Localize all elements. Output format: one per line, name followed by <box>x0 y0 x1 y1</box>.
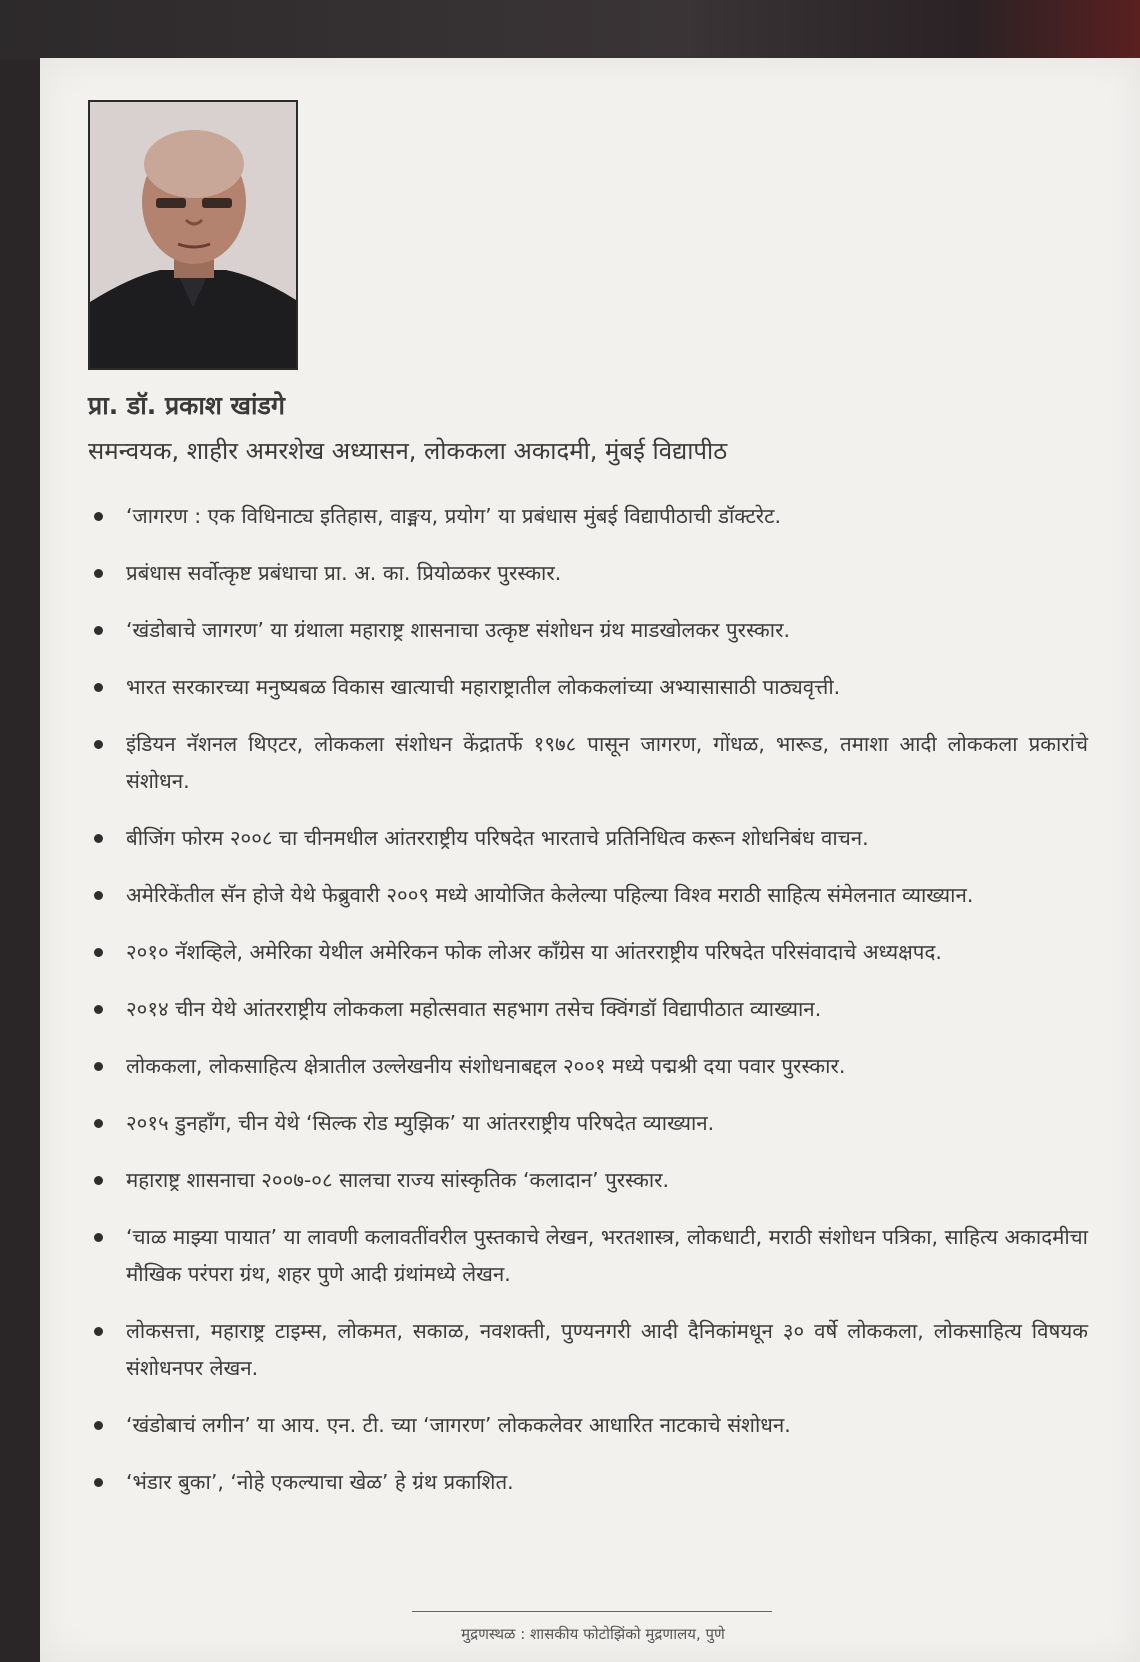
list-item <box>88 1162 1088 1199</box>
author-designation: समन्वयक, शाहीर अमरशेख अध्यासन, लोककला अकादमी, मुंबई विद्यापीठ <box>88 437 728 465</box>
list-item-text: अमेरिकेंतील सॅन होजे येथे फेब्रुवारी २००९ मध्ये आयोजित केलेल्या पहिल्या विश्व मराठी साहित्य संमेलनात व्याख्यान. <box>126 883 974 907</box>
bullet-icon <box>94 569 103 578</box>
list-item <box>88 1407 1088 1444</box>
bullet-icon <box>94 948 103 957</box>
list-item <box>88 726 1088 800</box>
footer-divider <box>412 1611 772 1612</box>
list-item-text: २०१५ डुनहॉंग, चीन येथे ‘सिल्क रोड म्युझिक’ या आंतरराष्ट्रीय परिषदेत व्याख्यान. <box>126 1111 715 1135</box>
bullet-icon <box>94 626 103 635</box>
list-item <box>88 934 1088 971</box>
cover-top-band <box>0 0 1140 60</box>
bullet-icon <box>94 1233 103 1242</box>
bullet-icon <box>94 1421 103 1430</box>
list-item-text: २०१४ चीन येथे आंतरराष्ट्रीय लोककला महोत्सवात सहभाग तसेच क्विंगडॉ विद्यापीठात व्याख्यान. <box>126 997 822 1021</box>
list-item <box>88 555 1088 592</box>
bullet-icon <box>94 1119 103 1128</box>
list-item-text: ‘जागरण : एक विधिनाट्य इतिहास, वाङ्मय, प्रयोग’ या प्रबंधास मुंबई विद्यापीठाची डॉक्टरेट. <box>126 504 782 528</box>
author-name: प्रा. डॉ. प्रकाश खांडगे <box>88 391 285 420</box>
list-item <box>88 1464 1088 1501</box>
list-item <box>88 1048 1088 1085</box>
bullet-icon <box>94 512 103 521</box>
list-item-text: ‘भंडार बुका’, ‘नोहे एकल्याचा खेळ’ हे ग्रंथ प्रकाशित. <box>126 1470 514 1494</box>
bullet-icon <box>94 1327 103 1336</box>
list-item <box>88 612 1088 649</box>
list-item-text: लोककला, लोकसाहित्य क्षेत्रातील उल्लेखनीय संशोधनाबद्दल २००१ मध्ये पद्मश्री दया पवार पुरस्कार. <box>126 1054 846 1078</box>
bullet-icon <box>94 1005 103 1014</box>
list-item-text: बीजिंग फोरम २००८ चा चीनमधील आंतरराष्ट्रीय परिषदेत भारताचे प्रतिनिधित्व करून शोधनिबंध वाचन. <box>126 826 869 850</box>
back-cover-page <box>40 58 1140 1662</box>
printer-credit: मुद्रणस्थळ : शासकीय फोटोझिंको मुद्रणालय, पुणे <box>461 1625 725 1643</box>
list-item <box>88 820 1088 857</box>
list-item <box>88 1313 1088 1387</box>
author-portrait-image <box>90 102 296 368</box>
list-item-text: इंडियन नॅशनल थिएटर, लोककला संशोधन केंद्रातर्फे १९७८ पासून जागरण, गोंधळ, भारूड, तमाशा आदी लोककला प्रकारांचे संशोधन. <box>126 732 1088 793</box>
list-item <box>88 1105 1088 1142</box>
bullet-icon <box>94 1478 103 1487</box>
list-item-text: भारत सरकारच्या मनुष्यबळ विकास खात्याची महाराष्ट्रातील लोककलांच्या अभ्यासासाठी पाठ्यवृत्ती. <box>126 675 841 699</box>
list-item-text: २०१० नॅशव्हिले, अमेरिका येथील अमेरिकन फोक लोअर कॉंग्रेस या आंतरराष्ट्रीय परिषदेत परिसंवादाचे अध्यक्षपद. <box>126 940 942 964</box>
list-item-text: ‘खंडोबाचं लगीन’ या आय. एन. टी. च्या ‘जागरण’ लोककलेवर आधारित नाटकाचे संशोधन. <box>126 1413 791 1437</box>
list-item <box>88 669 1088 706</box>
author-photo <box>88 100 298 370</box>
bullet-icon <box>94 834 103 843</box>
achievements-list <box>88 498 1088 1521</box>
list-item <box>88 991 1088 1028</box>
bullet-icon <box>94 891 103 900</box>
bullet-icon <box>94 1062 103 1071</box>
list-item-text: प्रबंधास सर्वोत्कृष्ट प्रबंधाचा प्रा. अ. का. प्रियोळकर पुरस्कार. <box>126 561 562 585</box>
list-item-text: ‘चाळ माझ्या पायात’ या लावणी कलावतींवरील पुस्तकाचे लेखन, भरतशास्त्र, लोकधाटी, मराठी संशोधन पत्रिका, साहित्य अकादमीचा मौखिक परंपरा ग्रंथ, शहर पुणे आदी ग्रंथांमध्ये लेखन. <box>126 1225 1088 1286</box>
bullet-icon <box>94 683 103 692</box>
list-item-text: महाराष्ट्र शासनाचा २००७-०८ सालचा राज्य सांस्कृतिक ‘कलादान’ पुरस्कार. <box>126 1168 670 1192</box>
list-item <box>88 498 1088 535</box>
list-item <box>88 1219 1088 1293</box>
list-item-text: ‘खंडोबाचे जागरण’ या ग्रंथाला महाराष्ट्र शासनाचा उत्कृष्ट संशोधन ग्रंथ माडखोलकर पुरस्कार. <box>126 618 790 642</box>
bullet-icon <box>94 740 103 749</box>
bullet-icon <box>94 1176 103 1185</box>
list-item-text: लोकसत्ता, महाराष्ट्र टाइम्स, लोकमत, सकाळ, नवशक्ती, पुण्यनगरी आदी दैनिकांमधून ३० वर्षे लोककला, लोकसाहित्य विषयक संशोधनपर लेखन. <box>126 1319 1088 1380</box>
list-item <box>88 877 1088 914</box>
